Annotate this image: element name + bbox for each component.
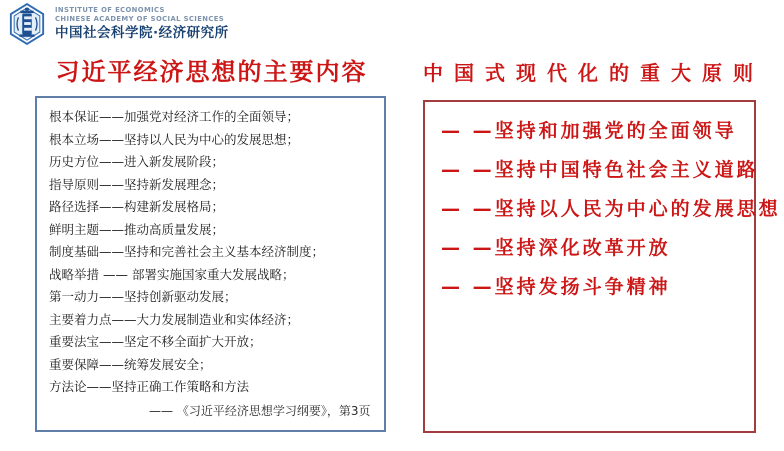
principle-item: — —坚持发扬斗争精神	[441, 276, 671, 298]
list-item: 主要着力点——大力发展制造业和实体经济；	[49, 311, 300, 327]
principle-item: — —坚持和加强党的全面领导	[441, 120, 737, 142]
list-item: 制度基础——坚持和完善社会主义基本经济制度；	[49, 244, 325, 259]
principle-item: — —坚持深化改革开放	[441, 237, 671, 259]
list-item: 根本保证——加强党对经济工作的全面领导；	[49, 109, 300, 124]
cass-emblem-icon	[8, 3, 46, 45]
list-item: 方法论——坚持正确工作策略和方法	[49, 379, 250, 394]
principle-item: — —坚持以人民为中心的发展思想	[441, 198, 781, 220]
org-name	[55, 6, 229, 42]
principle-item: — —坚持中国特色社会主义道路	[441, 159, 759, 181]
source-citation: —— 《习近平经济思想学习纲要》，第3页	[149, 403, 371, 418]
list-item: 重要法宝——坚定不移全面扩大开放；	[49, 334, 262, 349]
left-content-box	[35, 96, 386, 432]
org-name-en-line1: INSTITUTE OF ECONOMICS	[55, 6, 165, 15]
list-item: 重要保障——统筹发展安全；	[49, 356, 212, 372]
list-item: 路径选择——构建新发展格局；	[49, 199, 225, 214]
org-logo	[8, 3, 229, 45]
list-item: 历史方位——进入新发展阶段；	[49, 154, 225, 169]
list-item: 根本立场——坚持以人民为中心的发展思想；	[49, 131, 300, 147]
list-item: 指导原则——坚持新发展理念；	[49, 176, 225, 192]
right-panel-title: 中国式现代化的重大原则	[423, 61, 764, 85]
left-panel-title: 习近平经济思想的主要内容	[55, 58, 368, 86]
list-item: 鲜明主题——推动高质量发展；	[49, 221, 225, 237]
list-item: 第一动力——坚持创新驱动发展；	[49, 289, 237, 304]
org-name-cn: 中国社会科学院·经济研究所	[55, 25, 229, 42]
org-name-en-line2: CHINESE ACADEMY OF SOCIAL SCIENCES	[55, 14, 225, 23]
list-item: 战略举措 —— 部署实施国家重大发展战略；	[49, 266, 295, 282]
right-content-box	[423, 100, 781, 433]
